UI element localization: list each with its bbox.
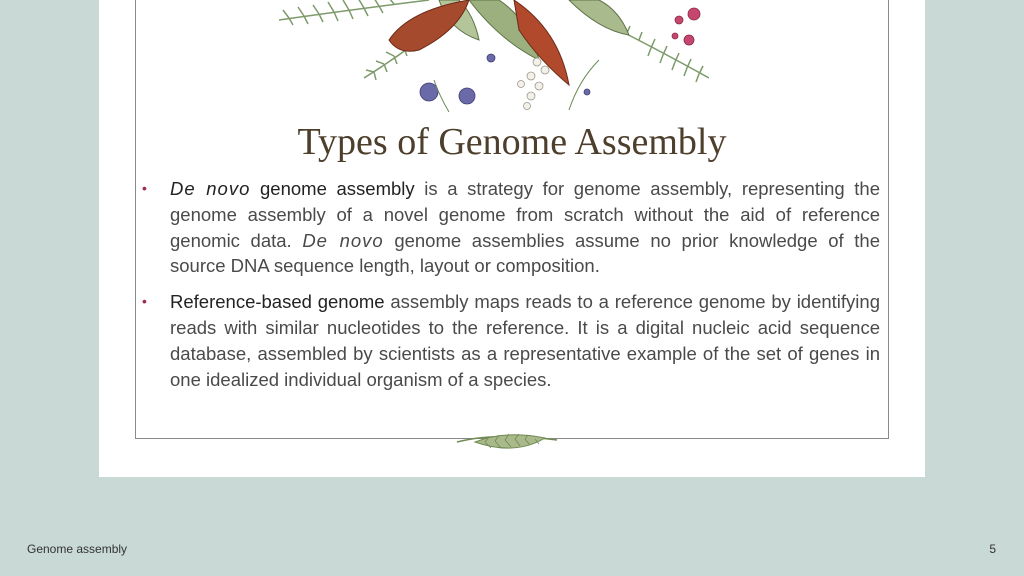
bullet-list [142, 176, 880, 402]
term-italic: De novo [170, 178, 251, 199]
term-text: Reference-based genome [170, 291, 385, 313]
bullet-text: assembly maps reads to a reference genome by identifying reads with similar nucleotides to the reference. It is a digital nucleic acid sequence database, assembled by scientists as a representative example of the set of genes in one idealized individual organism of a species. [170, 291, 880, 390]
bullet-text: genome assemblies assume no prior knowledge of the source DNA sequence length, layout or composition. [170, 229, 880, 277]
page-number: 5 [989, 542, 996, 556]
floral-bouquet-icon [269, 0, 709, 118]
leaf-ornament-icon [455, 430, 559, 462]
bullet-marker: • [142, 293, 147, 310]
term-text: genome assembly [250, 178, 415, 199]
slide-card [99, 0, 925, 477]
slide-title: Types of Genome Assembly [297, 121, 727, 163]
bullet-marker: • [142, 180, 147, 196]
footer-title: Genome assembly [27, 542, 128, 556]
bullet-reference-based [142, 289, 880, 392]
bullet-text: is a strategy for genome assembly, representing the genome assembly of a novel genome from scratch without the aid of reference genomic data. [170, 178, 880, 251]
bullet-de-novo [142, 176, 880, 279]
bullet-text-italic: De novo [302, 229, 384, 251]
